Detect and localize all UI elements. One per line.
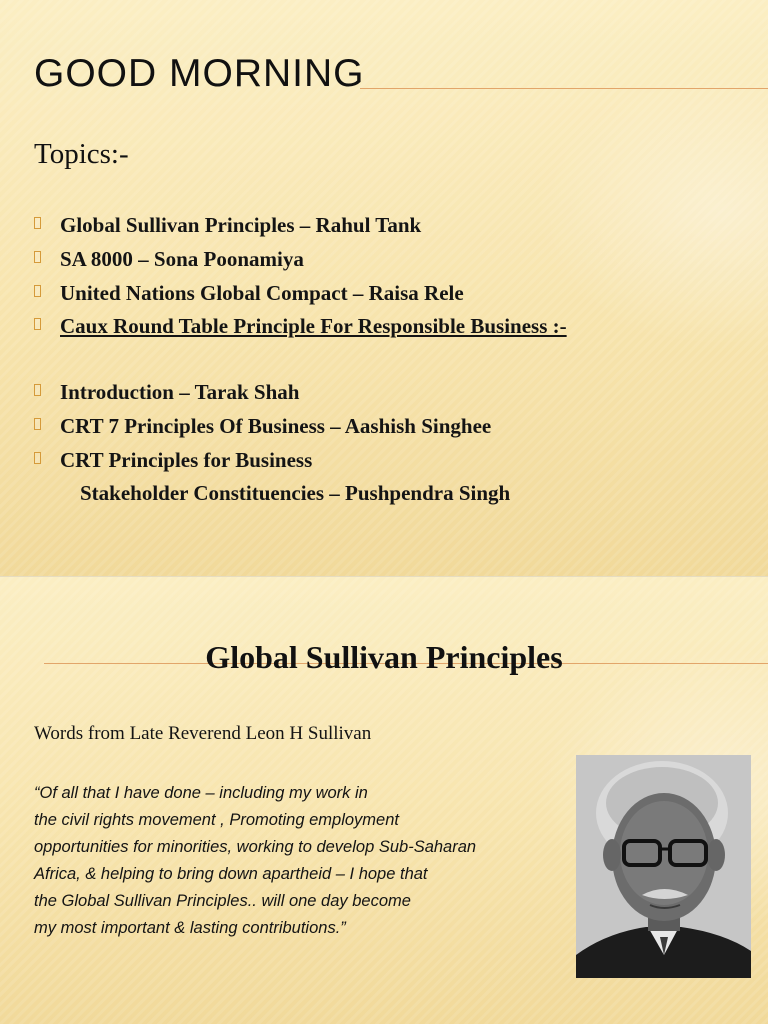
quote-line: Africa, & helping to bring down apartheid – I hope that [34, 865, 428, 883]
slide-global-sullivan [0, 577, 768, 1024]
bullet-icon [34, 217, 41, 229]
slide-title-text: Global Sullivan Principles [205, 639, 563, 675]
list-item-text: CRT 7 Principles Of Business – Aashish Singhee [60, 414, 492, 438]
bullet-icon [34, 285, 41, 297]
quote-line: the civil rights movement , Promoting employment [34, 811, 399, 829]
attribution-text: Words from Late Reverend Leon H Sullivan [34, 723, 372, 744]
quote-block [34, 780, 574, 942]
quote-line: my most important & lasting contributions.” [34, 919, 346, 937]
title-rule [360, 88, 768, 89]
bullet-icon [34, 318, 41, 330]
bullet-icon [34, 384, 41, 396]
list-item-text: United Nations Global Compact – Raisa Rele [60, 281, 464, 305]
slide-title [0, 639, 768, 676]
portrait-illustration [576, 755, 751, 978]
quote-line: “Of all that I have done – including my work in [34, 784, 368, 802]
portrait-photo [576, 755, 751, 978]
bullet-icon [34, 251, 41, 263]
list-item-text: Global Sullivan Principles – Rahul Tank [60, 213, 422, 237]
quote-line: the Global Sullivan Principles.. will one day become [34, 892, 411, 910]
bullet-icon [34, 418, 41, 430]
list-item-continuation: Stakeholder Constituencies – Pushpendra Singh [80, 481, 511, 505]
list-item-text: SA 8000 – Sona Poonamiya [60, 247, 304, 271]
caux-round-table-link[interactable]: Caux Round Table Principle For Responsible Business :- [60, 314, 567, 338]
list-item-text: CRT Principles for Business [60, 448, 313, 472]
quote-line: opportunities for minorities, working to develop Sub-Saharan [34, 838, 477, 856]
topics-label: Topics:- [34, 138, 129, 170]
list-item-text: Introduction – Tarak Shah [60, 380, 300, 404]
bullet-icon [34, 452, 41, 464]
slide-title: GOOD MORNING [34, 52, 365, 95]
